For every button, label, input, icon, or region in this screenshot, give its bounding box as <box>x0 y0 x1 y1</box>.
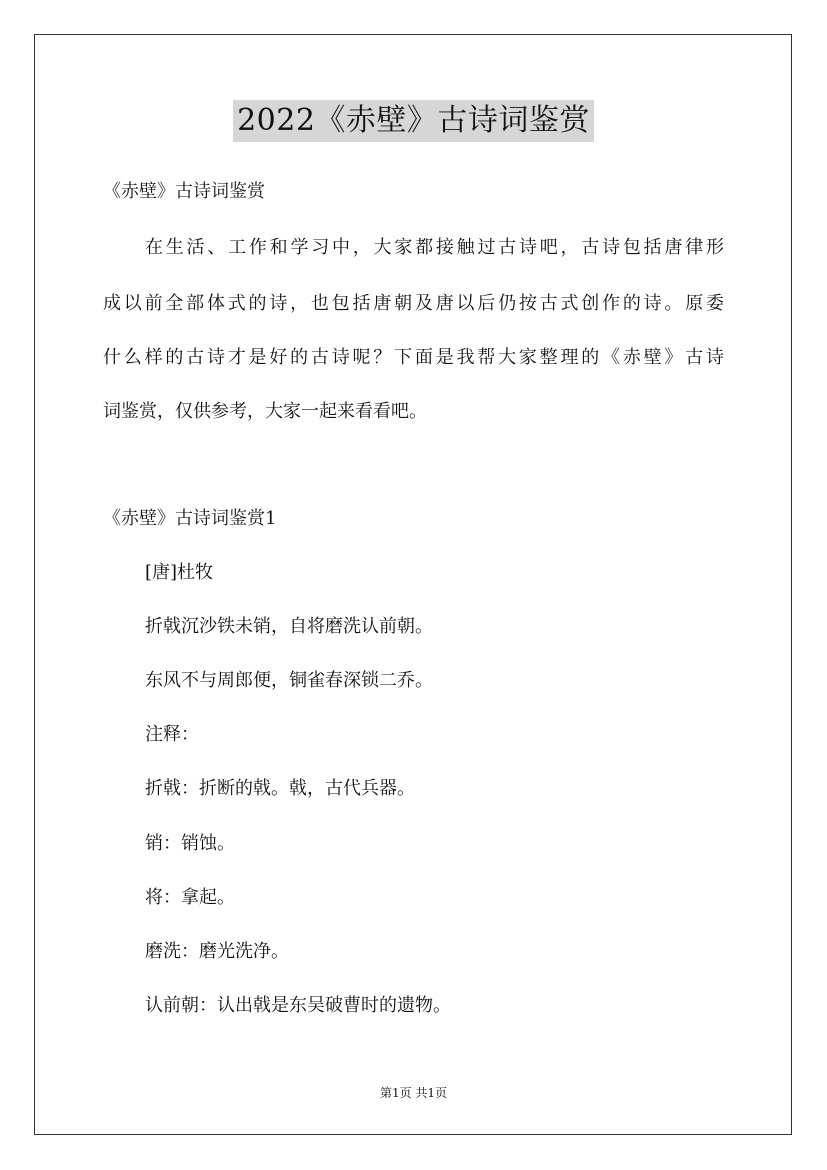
intro-line-2: 成以前全部体式的诗，也包括唐朝及唐以后仍按古式创作的诗。原委 <box>103 293 724 314</box>
note-1: 折戟：折断的戟。戟，古代兵器。 <box>145 778 415 799</box>
notes-heading: 注释： <box>145 724 199 745</box>
title-container <box>0 100 827 142</box>
intro-line-4: 词鉴赏，仅供参考，大家一起来看看吧。 <box>103 401 427 422</box>
document-subtitle: 《赤壁》古诗词鉴赏 <box>103 181 265 202</box>
poem-line-1: 折戟沉沙铁未销，自将磨洗认前朝。 <box>145 616 433 637</box>
section-heading: 《赤壁》古诗词鉴赏1 <box>103 508 277 529</box>
poem-author: [唐]杜牧 <box>145 562 214 583</box>
intro-line-3: 什么样的古诗才是好的古诗呢？下面是我帮大家整理的《赤壁》古诗 <box>103 347 724 368</box>
note-5: 认前朝：认出戟是东吴破曹时的遗物。 <box>145 995 451 1016</box>
note-2: 销：销蚀。 <box>145 833 235 854</box>
document-title: 2022《赤壁》古诗词鉴赏 <box>233 100 594 142</box>
note-4: 磨洗：磨光洗净。 <box>145 941 289 962</box>
page-footer: 第1页 共1页 <box>379 1086 448 1100</box>
note-3: 将：拿起。 <box>145 887 235 908</box>
poem-line-2: 东风不与周郎便，铜雀春深锁二乔。 <box>145 670 433 691</box>
intro-line-1: 在生活、工作和学习中，大家都接触过古诗吧，古诗包括唐律形 <box>145 237 724 258</box>
